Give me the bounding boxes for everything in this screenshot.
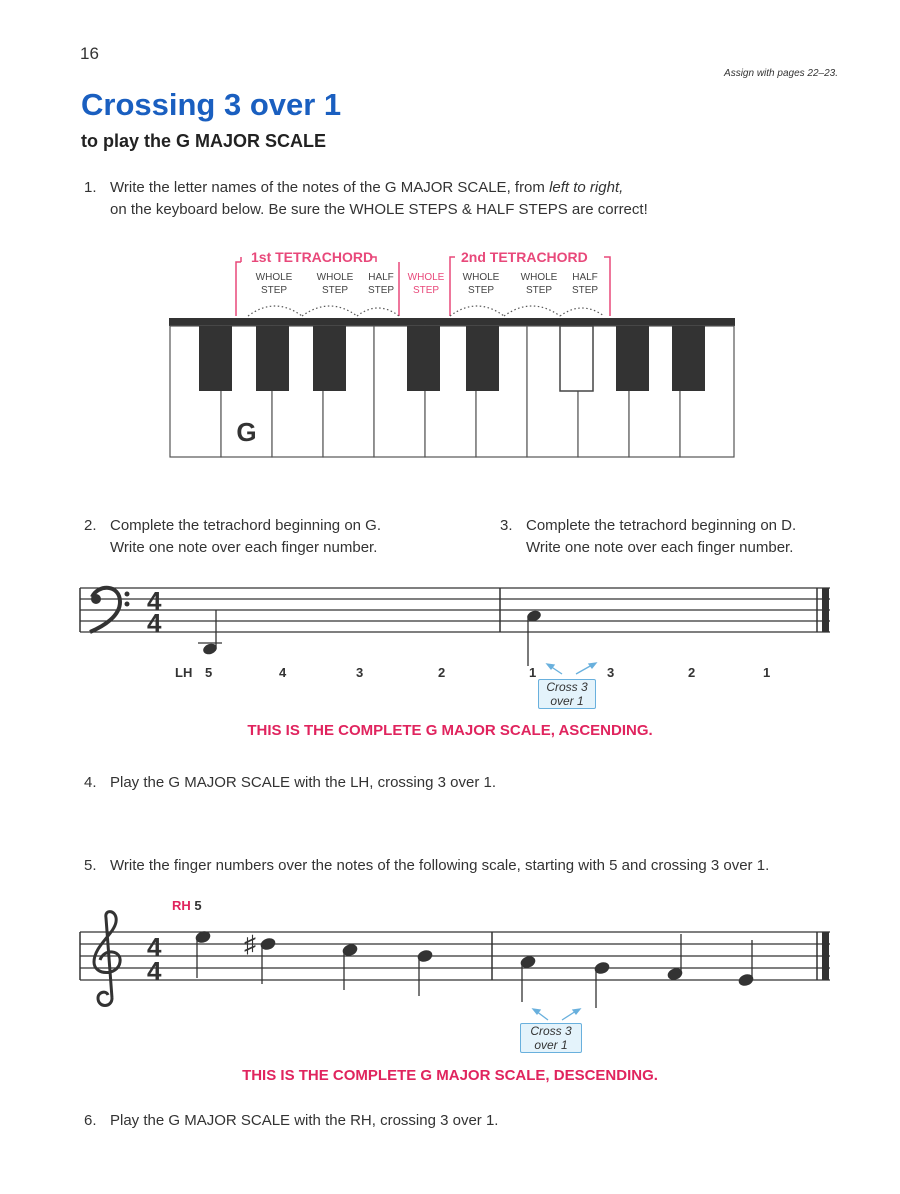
instruction-1-line2: on the keyboard below. Be sure the WHOLE STEPS & HALF STEPS are correct! xyxy=(110,201,648,218)
time-sig-bottom: 4 xyxy=(147,608,162,638)
instruction-6-text: Play the G MAJOR SCALE with the RH, crossing 3 over 1. xyxy=(110,1112,499,1129)
instruction-5 xyxy=(84,855,864,877)
finger-number: 1 xyxy=(763,665,771,680)
black-key xyxy=(313,326,346,391)
step-label: WHOLE STEP xyxy=(255,272,293,296)
hand-label-lh: LH xyxy=(175,665,193,680)
instruction-4-number: 4. xyxy=(84,774,97,791)
step-label-bridge: WHOLE STEP xyxy=(407,272,445,296)
instruction-4-text: Play the G MAJOR SCALE with the LH, crossing 3 over 1. xyxy=(110,774,496,791)
cross-arrows xyxy=(547,663,596,674)
finger-number: 4 xyxy=(279,665,287,680)
time-sig-top: 4 xyxy=(147,932,162,962)
treble-staff xyxy=(0,900,900,1050)
instruction-5-text: Write the finger numbers over the notes of the following scale, starting with 5 and crossing 3 over 1. xyxy=(110,857,770,874)
tetrachord-brackets xyxy=(236,257,610,316)
finger-number: 2 xyxy=(688,665,696,680)
step-label: WHOLE STEP xyxy=(462,272,500,296)
instruction-2-line2: Write one note over each finger number. xyxy=(110,539,378,556)
finger-number-start: 5 xyxy=(194,898,202,913)
time-sig-bottom: 4 xyxy=(147,956,162,986)
black-key xyxy=(199,326,232,391)
hand-label-rh: RH xyxy=(172,898,191,913)
instruction-1-italic: left to right, xyxy=(549,179,624,196)
descending-caption: THIS IS THE COMPLETE G MAJOR SCALE, DESCENDING. xyxy=(242,1067,658,1084)
instruction-3 xyxy=(500,515,880,559)
instruction-3-number: 3. xyxy=(500,517,513,534)
instruction-3-line1: Complete the tetrachord beginning on D. xyxy=(526,517,797,534)
instruction-6 xyxy=(84,1110,804,1132)
instruction-3-line2: Write one note over each finger number. xyxy=(526,539,794,556)
key-label-g: G xyxy=(236,417,257,447)
cross-arrows xyxy=(533,1009,580,1020)
cross-note-box: Cross 3 over 1 xyxy=(520,1023,582,1053)
finger-number: 3 xyxy=(356,665,364,680)
finger-number: 1 xyxy=(529,665,537,680)
bass-staff xyxy=(0,570,900,720)
page-title: Crossing 3 over 1 xyxy=(81,87,342,122)
black-key xyxy=(256,326,289,391)
sharp-sign: ♯ xyxy=(244,931,256,958)
keyboard-diagram xyxy=(0,0,900,470)
finger-number: 2 xyxy=(438,665,446,680)
instruction-1-number: 1. xyxy=(84,179,97,196)
instruction-4 xyxy=(84,772,804,794)
step-label: HALF STEP xyxy=(367,272,395,296)
page-subtitle: to play the G MAJOR SCALE xyxy=(81,131,327,151)
time-sig-top: 4 xyxy=(147,586,162,616)
cross-note-box: Cross 3 over 1 xyxy=(538,679,596,709)
final-barline-thick xyxy=(822,588,829,632)
instruction-5-number: 5. xyxy=(84,857,97,874)
assign-note: Assign with pages 22–23. xyxy=(724,68,838,79)
ascending-caption: THIS IS THE COMPLETE G MAJOR SCALE, ASCENDING. xyxy=(247,722,653,739)
page-number: 16 xyxy=(80,44,99,63)
black-key xyxy=(672,326,705,391)
instruction-2 xyxy=(84,515,464,559)
instruction-1-text: Write the letter names of the notes of the G MAJOR SCALE, from xyxy=(110,179,550,196)
keyboard-top-bar xyxy=(169,318,735,326)
black-key xyxy=(616,326,649,391)
step-label: HALF STEP xyxy=(571,272,599,296)
black-key xyxy=(466,326,499,391)
finger-number: 3 xyxy=(607,665,615,680)
step-label: WHOLE STEP xyxy=(520,272,558,296)
instruction-2-line1: Complete the tetrachord beginning on G. xyxy=(110,517,382,534)
step-label: WHOLE STEP xyxy=(316,272,354,296)
instruction-2-number: 2. xyxy=(84,517,97,534)
tetrachord-2-label: 2nd TETRACHORD xyxy=(461,249,588,265)
finger-number: 5 xyxy=(205,665,213,680)
instruction-6-number: 6. xyxy=(84,1112,97,1129)
black-key-highlighted xyxy=(560,326,593,391)
final-barline-thick xyxy=(822,932,829,980)
step-arcs xyxy=(248,306,604,316)
tetrachord-1-label: 1st TETRACHORD xyxy=(251,249,374,265)
treble-clef-icon xyxy=(94,912,120,1006)
black-key xyxy=(407,326,440,391)
